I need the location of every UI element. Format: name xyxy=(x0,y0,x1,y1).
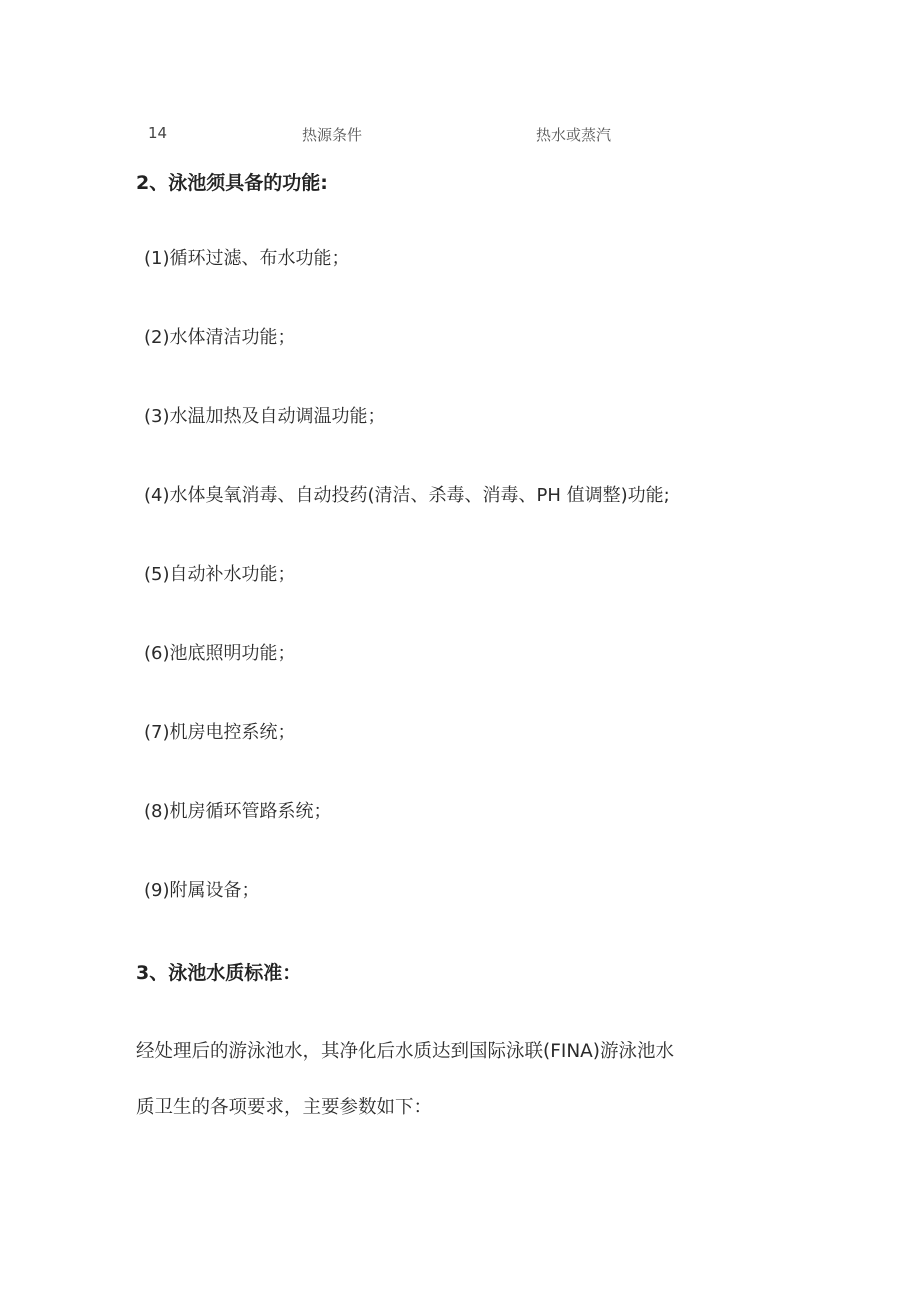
paragraph-line: 经处理后的游泳池水，其净化后水质达到国际泳联(FINA)游泳池水 xyxy=(136,1041,675,1062)
paragraph-line: 质卫生的各项要求，主要参数如下： xyxy=(136,1097,433,1118)
section-heading-water-quality: 3、泳池水质标准： xyxy=(136,962,302,984)
list-item: (1)循环过滤、布水功能； xyxy=(144,248,350,269)
function-list xyxy=(144,246,670,957)
list-item: (9)附属设备； xyxy=(144,880,260,901)
list-item: (3)水温加热及自动调温功能； xyxy=(144,406,386,427)
list-item: (7)机房电控系统； xyxy=(144,722,296,743)
row-value: 热水或蒸汽 xyxy=(536,126,612,144)
list-item: (2)水体清洁功能； xyxy=(144,327,296,348)
list-item: (5)自动补水功能； xyxy=(144,564,296,585)
row-number: 14 xyxy=(148,124,168,142)
row-item: 热源条件 xyxy=(302,126,363,144)
list-item: (6)池底照明功能； xyxy=(144,643,296,664)
list-item: (4)水体臭氧消毒、自动投药(清洁、杀毒、消毒、PH 值调整)功能; xyxy=(144,485,670,506)
table-row xyxy=(0,124,920,148)
section-heading-functions: 2、泳池须具备的功能: xyxy=(136,172,328,194)
list-item: (8)机房循环管路系统； xyxy=(144,801,332,822)
